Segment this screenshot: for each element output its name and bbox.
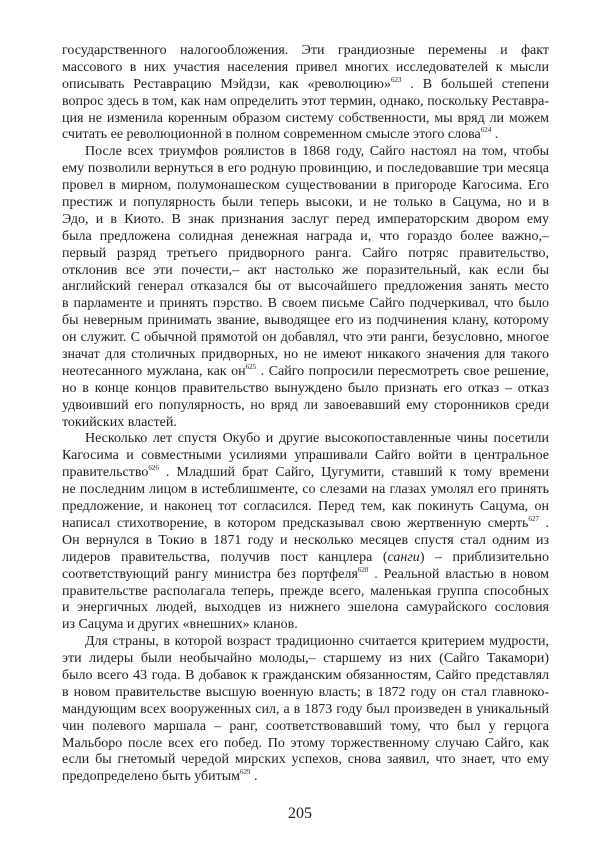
text-segment: престиж и популярность были теперь высоки, и не только в Сацума, но и в [62, 195, 549, 211]
text-line [62, 229, 549, 246]
footnote-ref: 627 [528, 514, 539, 523]
text-segment: было всего 43 года. В добавок к гражданским обязанностям, Сайго представлял [62, 667, 549, 683]
text-segment: если бы гнетомый чередой мирских успехов, снова заявил, что знает, что ему [62, 752, 549, 768]
text-segment: массового в них участия населения привел многих исследователей к мысли [62, 59, 549, 75]
text-segment: . Младший брат Сайго, Цугумити, ставший к тому времени [158, 465, 549, 481]
text-line [62, 719, 549, 736]
text-segment: чин полевого маршала – ранг, соответствовавший тому, что был у герцога [62, 718, 549, 734]
footnote-ref: 628 [357, 565, 369, 574]
text-segment: . [538, 515, 549, 531]
text-line [62, 144, 549, 161]
text-line [62, 752, 549, 769]
text-line [62, 263, 549, 280]
text-line [62, 111, 549, 128]
text-line [62, 634, 549, 651]
text-line [62, 651, 549, 668]
text-line [62, 533, 549, 550]
text-segment: отклонив все эти почести,– акт настолько же поразительный, как если бы [62, 262, 549, 278]
text-segment: предложение, и наконец тот согласился. Перед тем, как покинуть Сацума, он [62, 499, 549, 515]
text-line [62, 567, 549, 584]
text-line [62, 279, 549, 296]
text-line [62, 584, 549, 601]
text-segment: удвоивший его популярность, но вряд ли завоевавший ему сторонников среди [62, 397, 549, 413]
text-segment: . [491, 127, 499, 143]
text-line [62, 600, 549, 617]
text-line [62, 769, 549, 786]
text-segment: правительстве располагала теперь, прежде всего, маленькая группа способных [62, 583, 549, 599]
paragraph [62, 43, 549, 144]
text-segment: в парламенте и принять пэрство. В своем письме Сайго подчеркивал, что было [62, 296, 549, 312]
footnote-ref: 623 [390, 75, 402, 84]
text-line [62, 702, 549, 719]
text-segment: и энергичных людей, выходцев из нижнего эшелона самурайского сословия [62, 600, 549, 616]
text-segment: государственного налогообложения. Эти грандиозные перемены и факт [62, 43, 549, 58]
text-segment: считать ее революционной в полном современном смысле этого слова [62, 127, 481, 143]
text-segment: неотесанного мужлана, как он [62, 363, 246, 379]
text-segment: первый разряд третьего придворного ранга. Сайго потряс правительство, [62, 245, 549, 261]
text-line [62, 617, 549, 634]
text-segment: в новом правительстве высшую военную власть; в 1872 году он стал главноко- [62, 684, 549, 700]
text-segment: Эдо, и в Киото. В знак признания заслуг перед императорским двором ему [62, 211, 549, 227]
text-segment: значат для столичных придворных, но не имеют никакого значения для такого [62, 347, 549, 363]
text-line [62, 161, 549, 178]
text-line [62, 127, 549, 144]
text-segment: он служит. С обычной прямотой он добавлял, что эти ранги, безусловно, многое [62, 330, 549, 346]
text-segment: была предложена солидная денежная награда и, что гораздо более важно,– [62, 228, 549, 244]
text-line [62, 482, 549, 499]
text-segment: ему позволили вернуться в его родную провинцию, и последовавшие три месяца [62, 161, 549, 177]
text-segment: После всех триумфов роялистов в 1868 году, Сайго настоял на том, чтобы [85, 144, 549, 160]
text-line [62, 212, 549, 229]
text-segment: вопрос здесь в том, как нам определить этот термин, однако, поскольку Реставра- [62, 93, 549, 109]
paragraph [62, 634, 549, 786]
text-segment: написал стихотворение, в котором предсказывал свою жертвенную смерть [62, 515, 529, 531]
text-segment: ) – приблизительно [419, 549, 549, 565]
text-line [62, 313, 549, 330]
text-line [62, 246, 549, 263]
text-segment: Мальборо после всех его побед. По этому торжественному случаю Сайго, как [62, 735, 549, 751]
text-line [62, 77, 549, 94]
text-segment: предопределено быть убитым [62, 769, 241, 785]
text-line [62, 296, 549, 313]
text-segment: мандующим всех вооруженных сил, а в 1873 году был произведен в уникальный [62, 701, 549, 717]
text-line [62, 364, 549, 381]
text-line [62, 381, 549, 398]
text-line [62, 60, 549, 77]
text-line [62, 347, 549, 364]
italic-term: санги [387, 549, 420, 565]
text-line [62, 465, 549, 482]
text-line [62, 43, 549, 60]
text-line [62, 668, 549, 685]
text-line [62, 398, 549, 415]
text-line [62, 94, 549, 111]
text-segment: английский генерал отказался бы от высочайшего предложения занять место [62, 279, 549, 295]
text-line [62, 178, 549, 195]
text-segment: эти лидеры были необычайно молоды,– старшему из них (Сайго Такамори) [62, 651, 549, 667]
text-segment: . Реальной властью в новом [368, 566, 549, 582]
text-segment: соответствующий рангу министра без портфеля [62, 566, 358, 582]
page-number: 205 [288, 805, 312, 822]
footnote-ref: 625 [245, 362, 257, 371]
text-segment: . В большей степени [401, 76, 549, 92]
text-line [62, 685, 549, 702]
text-segment: из Сацума и других «внешних» кланов. [62, 617, 298, 633]
text-segment: . [250, 769, 258, 785]
text-segment: бы неверным принимать звание, выводящее его из подчинения клану, которому [62, 313, 549, 329]
text-line [62, 736, 549, 753]
text-segment: Он вернулся в Токио в 1871 году и несколько месяцев спустя стал одним из [62, 532, 549, 548]
paragraph [62, 144, 549, 431]
text-segment: описывать Реставрацию Мэйдзи, как «революцию» [62, 76, 391, 92]
text-segment: Для страны, в которой возраст традиционно считается критерием мудрости, [85, 634, 549, 650]
text-segment: правительство [62, 465, 149, 481]
text-segment: провел в мирном, полумонашеском существовании в пригороде Кагосима. Его [62, 178, 549, 194]
text-line [62, 415, 549, 432]
text-line [62, 431, 549, 448]
paragraph [62, 431, 549, 634]
text-segment: но в конце концов правительство вынуждено было признать его отказ – отказ [62, 380, 549, 396]
text-line [62, 516, 549, 533]
text-segment: токийских властей. [62, 414, 177, 430]
text-segment: Кагосима и совместными усилиями упрашивали Сайго войти в центральное [62, 448, 549, 464]
footnote-ref: 629 [240, 768, 251, 777]
text-line [62, 330, 549, 347]
text-segment: лидеров правительства, получив пост канцлера ( [62, 549, 388, 565]
text-line [62, 195, 549, 212]
text-segment: ция не изменила коренным образом систему собственности, мы вряд ли можем [62, 110, 549, 126]
page-body [62, 43, 549, 786]
text-line [62, 499, 549, 516]
footnote-ref: 624 [480, 126, 492, 135]
text-segment: Несколько лет спустя Окубо и другие высокопоставленные чины посетили [85, 431, 549, 447]
text-line [62, 448, 549, 465]
footnote-ref: 626 [148, 464, 159, 473]
text-segment: не последним лицом в истеблишменте, со слезами на глазах умолял его принять [62, 482, 549, 498]
text-line [62, 550, 549, 567]
text-segment: . Сайго попросили пересмотреть свое решение, [256, 363, 549, 379]
